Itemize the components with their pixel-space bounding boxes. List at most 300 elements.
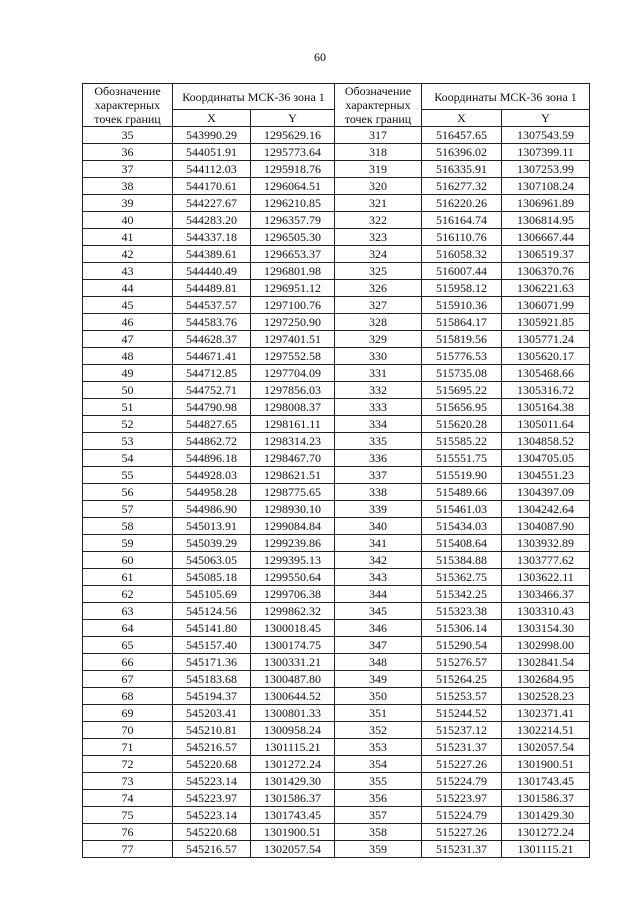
x-coord-left: 545141.80 [173, 620, 251, 637]
y-coord-right: 1307253.99 [502, 161, 590, 178]
table-row [83, 705, 590, 722]
y-coord-right: 1301115.21 [502, 841, 590, 858]
y-coord-right: 1306667.44 [502, 229, 590, 246]
point-id-left: 35 [83, 127, 173, 144]
point-id-left: 64 [83, 620, 173, 637]
y-coord-right: 1307399.11 [502, 144, 590, 161]
point-id-right: 357 [335, 807, 422, 824]
y-coord-left: 1300958.24 [251, 722, 335, 739]
x-coord-left: 544112.03 [173, 161, 251, 178]
x-coord-right: 515244.52 [422, 705, 502, 722]
point-id-left: 42 [83, 246, 173, 263]
x-coord-right: 515264.25 [422, 671, 502, 688]
y-coord-left: 1296210.85 [251, 195, 335, 212]
point-id-right: 336 [335, 450, 422, 467]
y-coord-left: 1296357.79 [251, 212, 335, 229]
y-coord-right: 1304705.05 [502, 450, 590, 467]
x-coord-left: 545216.57 [173, 739, 251, 756]
coords-group-header-left: Координаты МСК-36 зона 1 [173, 84, 335, 110]
x-coord-right: 515585.22 [422, 433, 502, 450]
point-id-left: 44 [83, 280, 173, 297]
point-id-right: 318 [335, 144, 422, 161]
x-header-left: X [173, 110, 251, 127]
point-id-left: 62 [83, 586, 173, 603]
point-id-left: 59 [83, 535, 173, 552]
x-coord-right: 515224.79 [422, 773, 502, 790]
point-id-right: 317 [335, 127, 422, 144]
point-id-left: 65 [83, 637, 173, 654]
point-id-left: 71 [83, 739, 173, 756]
x-coord-right: 516335.91 [422, 161, 502, 178]
x-coord-right: 515695.22 [422, 382, 502, 399]
x-coord-right: 515461.03 [422, 501, 502, 518]
x-header-right: X [422, 110, 502, 127]
x-coord-right: 515342.25 [422, 586, 502, 603]
point-id-right: 348 [335, 654, 422, 671]
x-coord-right: 515237.12 [422, 722, 502, 739]
table-row [83, 552, 590, 569]
point-id-right: 319 [335, 161, 422, 178]
x-coord-right: 515776.53 [422, 348, 502, 365]
x-coord-right: 515223.97 [422, 790, 502, 807]
x-coord-left: 544337.18 [173, 229, 251, 246]
point-id-left: 38 [83, 178, 173, 195]
y-coord-left: 1301743.45 [251, 807, 335, 824]
y-coord-left: 1298930.10 [251, 501, 335, 518]
point-id-right: 343 [335, 569, 422, 586]
x-coord-left: 544928.03 [173, 467, 251, 484]
y-coord-left: 1299550.64 [251, 569, 335, 586]
y-coord-right: 1304242.64 [502, 501, 590, 518]
y-coord-left: 1301272.24 [251, 756, 335, 773]
point-id-right: 330 [335, 348, 422, 365]
x-coord-right: 515362.75 [422, 569, 502, 586]
y-coord-right: 1302214.51 [502, 722, 590, 739]
coordinates-table [82, 83, 590, 858]
x-coord-left: 544583.76 [173, 314, 251, 331]
table-row [83, 688, 590, 705]
y-coord-right: 1304087.90 [502, 518, 590, 535]
table-row [83, 773, 590, 790]
x-coord-left: 545203.41 [173, 705, 251, 722]
x-coord-left: 544051.91 [173, 144, 251, 161]
point-id-right: 323 [335, 229, 422, 246]
point-id-right: 335 [335, 433, 422, 450]
x-coord-right: 515253.57 [422, 688, 502, 705]
point-id-right: 350 [335, 688, 422, 705]
x-coord-right: 516007.44 [422, 263, 502, 280]
point-id-right: 341 [335, 535, 422, 552]
table-row [83, 178, 590, 195]
point-id-left: 76 [83, 824, 173, 841]
point-id-right: 354 [335, 756, 422, 773]
y-coord-right: 1306961.89 [502, 195, 590, 212]
table-row [83, 229, 590, 246]
point-id-left: 49 [83, 365, 173, 382]
table-row [83, 382, 590, 399]
point-id-left: 73 [83, 773, 173, 790]
page-number: 60 [314, 50, 326, 64]
y-header-right: Y [502, 110, 590, 127]
table-row [83, 756, 590, 773]
table-row [83, 280, 590, 297]
point-id-left: 39 [83, 195, 173, 212]
y-coord-left: 1300487.80 [251, 671, 335, 688]
table-row [83, 433, 590, 450]
y-coord-left: 1296951.12 [251, 280, 335, 297]
x-coord-right: 515290.54 [422, 637, 502, 654]
y-coord-left: 1298775.65 [251, 484, 335, 501]
y-coord-left: 1300644.52 [251, 688, 335, 705]
x-coord-left: 544537.57 [173, 297, 251, 314]
x-coord-right: 515323.38 [422, 603, 502, 620]
y-coord-right: 1306519.37 [502, 246, 590, 263]
table-body [83, 127, 590, 858]
x-coord-left: 544986.90 [173, 501, 251, 518]
y-coord-left: 1299862.32 [251, 603, 335, 620]
x-coord-left: 545210.81 [173, 722, 251, 739]
table-row [83, 416, 590, 433]
x-coord-left: 545063.05 [173, 552, 251, 569]
table-row [83, 467, 590, 484]
y-coord-right: 1303932.89 [502, 535, 590, 552]
x-coord-left: 544489.81 [173, 280, 251, 297]
table-row [83, 807, 590, 824]
x-coord-right: 515306.14 [422, 620, 502, 637]
point-id-left: 67 [83, 671, 173, 688]
point-id-right: 359 [335, 841, 422, 858]
point-id-left: 69 [83, 705, 173, 722]
point-id-left: 36 [83, 144, 173, 161]
x-coord-right: 515910.36 [422, 297, 502, 314]
y-coord-right: 1302057.54 [502, 739, 590, 756]
x-coord-left: 543990.29 [173, 127, 251, 144]
y-coord-right: 1305620.17 [502, 348, 590, 365]
x-coord-right: 516058.32 [422, 246, 502, 263]
x-coord-right: 515519.90 [422, 467, 502, 484]
table-row [83, 127, 590, 144]
x-coord-left: 545013.91 [173, 518, 251, 535]
table-row [83, 314, 590, 331]
y-coord-left: 1301586.37 [251, 790, 335, 807]
y-coord-right: 1301586.37 [502, 790, 590, 807]
y-coord-left: 1301429.30 [251, 773, 335, 790]
y-coord-right: 1306370.76 [502, 263, 590, 280]
x-coord-right: 515408.64 [422, 535, 502, 552]
y-coord-right: 1306221.63 [502, 280, 590, 297]
y-coord-right: 1305316.72 [502, 382, 590, 399]
x-coord-right: 515620.28 [422, 416, 502, 433]
y-coord-left: 1302057.54 [251, 841, 335, 858]
y-coord-right: 1307108.24 [502, 178, 590, 195]
table-row [83, 246, 590, 263]
x-coord-left: 544227.67 [173, 195, 251, 212]
table-row [83, 569, 590, 586]
point-id-left: 37 [83, 161, 173, 178]
table-row [83, 195, 590, 212]
point-id-right: 338 [335, 484, 422, 501]
y-coord-right: 1304397.09 [502, 484, 590, 501]
point-id-right: 342 [335, 552, 422, 569]
point-id-left: 74 [83, 790, 173, 807]
x-coord-left: 544628.37 [173, 331, 251, 348]
x-coord-right: 515958.12 [422, 280, 502, 297]
y-coord-right: 1305921.85 [502, 314, 590, 331]
point-id-left: 68 [83, 688, 173, 705]
x-coord-right: 516110.76 [422, 229, 502, 246]
x-coord-left: 545105.69 [173, 586, 251, 603]
table-row [83, 161, 590, 178]
point-label-header-right: Обозначение характерных точек границ [335, 84, 422, 127]
y-coord-left: 1295629.16 [251, 127, 335, 144]
y-header-left: Y [251, 110, 335, 127]
y-coord-left: 1297704.09 [251, 365, 335, 382]
table-row [83, 365, 590, 382]
y-coord-right: 1303622.11 [502, 569, 590, 586]
x-coord-right: 515819.56 [422, 331, 502, 348]
point-id-left: 50 [83, 382, 173, 399]
y-coord-left: 1299239.86 [251, 535, 335, 552]
point-id-left: 61 [83, 569, 173, 586]
table-row [83, 331, 590, 348]
point-id-left: 75 [83, 807, 173, 824]
x-coord-right: 515231.37 [422, 841, 502, 858]
y-coord-right: 1305164.38 [502, 399, 590, 416]
table-row [83, 603, 590, 620]
table-row [83, 671, 590, 688]
x-coord-right: 515434.03 [422, 518, 502, 535]
x-coord-right: 515227.26 [422, 824, 502, 841]
point-id-right: 322 [335, 212, 422, 229]
y-coord-right: 1301429.30 [502, 807, 590, 824]
y-coord-left: 1299395.13 [251, 552, 335, 569]
point-id-left: 54 [83, 450, 173, 467]
table-row [83, 790, 590, 807]
y-coord-right: 1303777.62 [502, 552, 590, 569]
table-row [83, 501, 590, 518]
point-id-right: 355 [335, 773, 422, 790]
x-coord-left: 544827.65 [173, 416, 251, 433]
y-coord-left: 1301115.21 [251, 739, 335, 756]
point-id-left: 52 [83, 416, 173, 433]
x-coord-left: 545216.57 [173, 841, 251, 858]
x-coord-left: 545223.14 [173, 773, 251, 790]
table-row [83, 212, 590, 229]
point-id-right: 328 [335, 314, 422, 331]
point-id-left: 55 [83, 467, 173, 484]
x-coord-left: 544862.72 [173, 433, 251, 450]
y-coord-left: 1299706.38 [251, 586, 335, 603]
y-coord-right: 1304858.52 [502, 433, 590, 450]
point-id-right: 344 [335, 586, 422, 603]
y-coord-right: 1302684.95 [502, 671, 590, 688]
point-id-right: 339 [335, 501, 422, 518]
table-row [83, 450, 590, 467]
point-id-right: 325 [335, 263, 422, 280]
y-coord-right: 1303466.37 [502, 586, 590, 603]
point-id-left: 56 [83, 484, 173, 501]
point-id-right: 324 [335, 246, 422, 263]
y-coord-left: 1300018.45 [251, 620, 335, 637]
point-id-left: 48 [83, 348, 173, 365]
y-coord-left: 1297250.90 [251, 314, 335, 331]
x-coord-left: 545194.37 [173, 688, 251, 705]
x-coord-left: 544958.28 [173, 484, 251, 501]
y-coord-left: 1298008.37 [251, 399, 335, 416]
y-coord-right: 1301743.45 [502, 773, 590, 790]
point-id-left: 46 [83, 314, 173, 331]
table-row [83, 586, 590, 603]
y-coord-left: 1295773.64 [251, 144, 335, 161]
y-coord-left: 1295918.76 [251, 161, 335, 178]
point-id-left: 58 [83, 518, 173, 535]
y-coord-right: 1305468.66 [502, 365, 590, 382]
x-coord-right: 515231.37 [422, 739, 502, 756]
x-coord-right: 515224.79 [422, 807, 502, 824]
point-id-left: 57 [83, 501, 173, 518]
y-coord-right: 1302528.23 [502, 688, 590, 705]
y-coord-left: 1298161.11 [251, 416, 335, 433]
x-coord-left: 544283.20 [173, 212, 251, 229]
x-coord-left: 544896.18 [173, 450, 251, 467]
table-row [83, 722, 590, 739]
y-coord-left: 1298621.51 [251, 467, 335, 484]
x-coord-left: 545220.68 [173, 824, 251, 841]
point-id-left: 66 [83, 654, 173, 671]
point-id-right: 353 [335, 739, 422, 756]
point-id-left: 70 [83, 722, 173, 739]
point-id-right: 358 [335, 824, 422, 841]
x-coord-right: 515656.95 [422, 399, 502, 416]
point-id-right: 331 [335, 365, 422, 382]
table-row [83, 654, 590, 671]
table-row [83, 620, 590, 637]
point-id-right: 327 [335, 297, 422, 314]
table-row [83, 824, 590, 841]
y-coord-left: 1297552.58 [251, 348, 335, 365]
point-id-left: 45 [83, 297, 173, 314]
y-coord-right: 1305011.64 [502, 416, 590, 433]
y-coord-left: 1301900.51 [251, 824, 335, 841]
point-id-right: 346 [335, 620, 422, 637]
x-coord-right: 515735.08 [422, 365, 502, 382]
table-row [83, 399, 590, 416]
table-row [83, 739, 590, 756]
y-coord-left: 1298314.23 [251, 433, 335, 450]
x-coord-left: 545220.68 [173, 756, 251, 773]
point-id-right: 337 [335, 467, 422, 484]
y-coord-right: 1302998.00 [502, 637, 590, 654]
point-id-left: 60 [83, 552, 173, 569]
x-coord-left: 545157.40 [173, 637, 251, 654]
x-coord-right: 515276.57 [422, 654, 502, 671]
y-coord-right: 1302371.41 [502, 705, 590, 722]
y-coord-right: 1303310.43 [502, 603, 590, 620]
x-coord-left: 544712.85 [173, 365, 251, 382]
point-id-left: 77 [83, 841, 173, 858]
point-id-right: 356 [335, 790, 422, 807]
point-id-left: 63 [83, 603, 173, 620]
y-coord-left: 1297100.76 [251, 297, 335, 314]
point-id-right: 321 [335, 195, 422, 212]
y-coord-right: 1303154.30 [502, 620, 590, 637]
table-row [83, 841, 590, 858]
x-coord-left: 545183.68 [173, 671, 251, 688]
y-coord-right: 1301272.24 [502, 824, 590, 841]
y-coord-right: 1302841.54 [502, 654, 590, 671]
point-label-header-left: Обозначение характерных точек границ [83, 84, 173, 127]
y-coord-left: 1296801.98 [251, 263, 335, 280]
y-coord-right: 1304551.23 [502, 467, 590, 484]
x-coord-left: 545039.29 [173, 535, 251, 552]
point-id-right: 351 [335, 705, 422, 722]
point-id-right: 345 [335, 603, 422, 620]
x-coord-right: 516457.65 [422, 127, 502, 144]
point-id-left: 40 [83, 212, 173, 229]
x-coord-left: 545223.97 [173, 790, 251, 807]
y-coord-left: 1298467.70 [251, 450, 335, 467]
point-id-right: 326 [335, 280, 422, 297]
point-id-left: 53 [83, 433, 173, 450]
point-id-left: 72 [83, 756, 173, 773]
point-id-left: 51 [83, 399, 173, 416]
point-id-right: 347 [335, 637, 422, 654]
x-coord-left: 544389.61 [173, 246, 251, 263]
point-id-right: 333 [335, 399, 422, 416]
point-id-right: 352 [335, 722, 422, 739]
x-coord-right: 516164.74 [422, 212, 502, 229]
x-coord-left: 544790.98 [173, 399, 251, 416]
y-coord-right: 1305771.24 [502, 331, 590, 348]
table-row [83, 637, 590, 654]
x-coord-right: 515489.66 [422, 484, 502, 501]
point-id-right: 332 [335, 382, 422, 399]
x-coord-left: 544170.61 [173, 178, 251, 195]
y-coord-right: 1301900.51 [502, 756, 590, 773]
table-row [83, 518, 590, 535]
y-coord-left: 1300801.33 [251, 705, 335, 722]
point-id-left: 47 [83, 331, 173, 348]
x-coord-left: 544671.41 [173, 348, 251, 365]
y-coord-left: 1299084.84 [251, 518, 335, 535]
x-coord-left: 545223.14 [173, 807, 251, 824]
x-coord-left: 545085.18 [173, 569, 251, 586]
x-coord-right: 515551.75 [422, 450, 502, 467]
y-coord-left: 1296064.51 [251, 178, 335, 195]
x-coord-left: 545171.36 [173, 654, 251, 671]
x-coord-right: 516220.26 [422, 195, 502, 212]
y-coord-left: 1300331.21 [251, 654, 335, 671]
table-row [83, 535, 590, 552]
point-id-left: 43 [83, 263, 173, 280]
y-coord-left: 1297856.03 [251, 382, 335, 399]
table-row [83, 263, 590, 280]
x-coord-right: 515384.88 [422, 552, 502, 569]
y-coord-left: 1300174.75 [251, 637, 335, 654]
x-coord-left: 544752.71 [173, 382, 251, 399]
point-id-right: 320 [335, 178, 422, 195]
point-id-left: 41 [83, 229, 173, 246]
point-id-right: 349 [335, 671, 422, 688]
table-row [83, 484, 590, 501]
table-row [83, 348, 590, 365]
table-row [83, 144, 590, 161]
point-id-right: 329 [335, 331, 422, 348]
x-coord-right: 516396.02 [422, 144, 502, 161]
x-coord-left: 545124.56 [173, 603, 251, 620]
y-coord-left: 1296505.30 [251, 229, 335, 246]
y-coord-right: 1306814.95 [502, 212, 590, 229]
